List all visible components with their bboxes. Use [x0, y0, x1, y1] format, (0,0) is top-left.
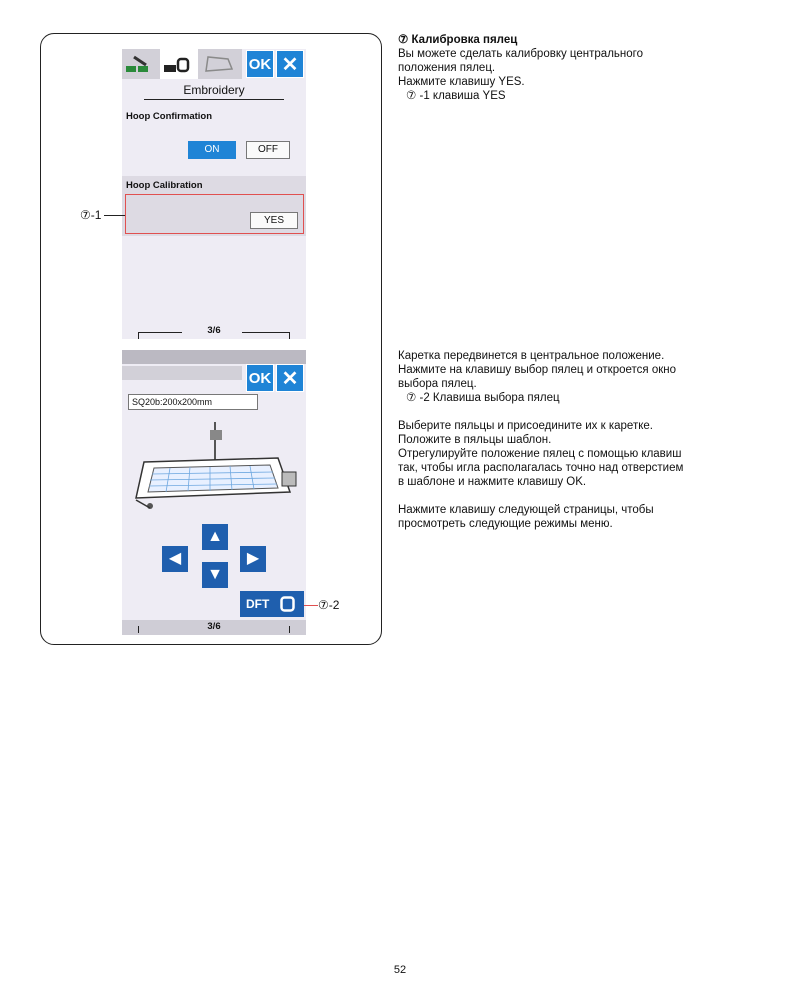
page-indicator: 3/6 [207, 325, 221, 336]
yes-button[interactable]: YES [250, 212, 298, 229]
hoop-calibration-screen [122, 350, 306, 635]
pager-tick-left [138, 626, 139, 633]
heading-number: ⑦ [398, 34, 409, 46]
text-line: Вы можете сделать калибровку центрального [398, 48, 643, 60]
text-line: выбора пялец. [398, 378, 477, 390]
text-line: ⑦ -1 клавиша YES [406, 90, 506, 102]
text-line: Отрегулируйте положение пялец с помощью клавиш [398, 448, 682, 460]
move-down-button[interactable]: ▼ [202, 562, 228, 588]
hoop-calibration-label: Hoop Calibration [126, 180, 203, 191]
on-button[interactable]: ON [188, 141, 236, 159]
text-line: Нажмите клавишу следующей страницы, чтобы [398, 504, 654, 516]
yes-key-highlight [125, 194, 304, 234]
screen2-header [122, 366, 242, 380]
pager-tick-right [289, 626, 290, 633]
pager-tick-left [138, 332, 139, 339]
text-line: Выберите пяльцы и присоедините их к каретке. [398, 420, 653, 432]
hoop-template-illustration [130, 422, 300, 523]
move-right-button[interactable]: ▶ [240, 546, 266, 572]
hoop-confirmation-label: Hoop Confirmation [126, 111, 213, 122]
heading-text: Калибровка пялец [411, 34, 518, 46]
instructions-text [398, 349, 683, 531]
pager-line-right [242, 332, 290, 333]
page-number: 52 [393, 964, 407, 976]
callout-7-2: ⑦-2 [318, 598, 340, 612]
screen-title: Embroidery [144, 83, 284, 100]
ok-button[interactable]: OK [246, 50, 274, 78]
callout-7-1-line [104, 215, 125, 216]
move-left-button[interactable]: ◀ [162, 546, 188, 572]
callout-7-1: ⑦-1 [80, 208, 102, 222]
text-line: положения пялец. [398, 62, 496, 74]
hoop-select-button[interactable] [240, 591, 304, 617]
text-line: Нажмите на клавишу выбор пялец и откроется окно [398, 364, 677, 376]
page-indicator: 3/6 [207, 621, 221, 632]
ok-button[interactable]: OK [246, 364, 274, 392]
text-line: Положите в пяльцы шаблон. [398, 434, 552, 446]
text-line: просмотреть следующие режимы меню. [398, 518, 613, 530]
move-up-button[interactable]: ▲ [202, 524, 228, 550]
hoop-tab-icon[interactable] [198, 49, 242, 79]
section-heading [398, 33, 643, 47]
text-line: в шаблоне и нажмите клавишу OK. [398, 476, 587, 488]
hoop-size-field: SQ20b:200x200mm [128, 394, 258, 410]
pager-tick-right [289, 332, 290, 339]
screen2-top-strip [122, 350, 306, 364]
close-button[interactable]: ✕ [276, 50, 304, 78]
text-line: Нажмите клавишу YES. [398, 76, 525, 88]
callout-7-2-line [304, 605, 318, 606]
hoop-icon [280, 596, 296, 612]
calibration-text [398, 33, 643, 103]
text-line: ⑦ -2 Клавиша выбора пялец [406, 392, 560, 404]
off-button[interactable]: OFF [246, 141, 290, 159]
pager-line-left [138, 332, 182, 333]
embroidery-tab-icon[interactable] [160, 49, 198, 79]
text-line: Каретка передвинется в центральное положение. [398, 350, 665, 362]
close-button[interactable]: ✕ [276, 364, 304, 392]
text-line: так, чтобы игла располагалась точно над отверстием [398, 462, 684, 474]
dft-label: DFT [246, 597, 270, 611]
wrench-tab-icon[interactable] [122, 49, 160, 79]
